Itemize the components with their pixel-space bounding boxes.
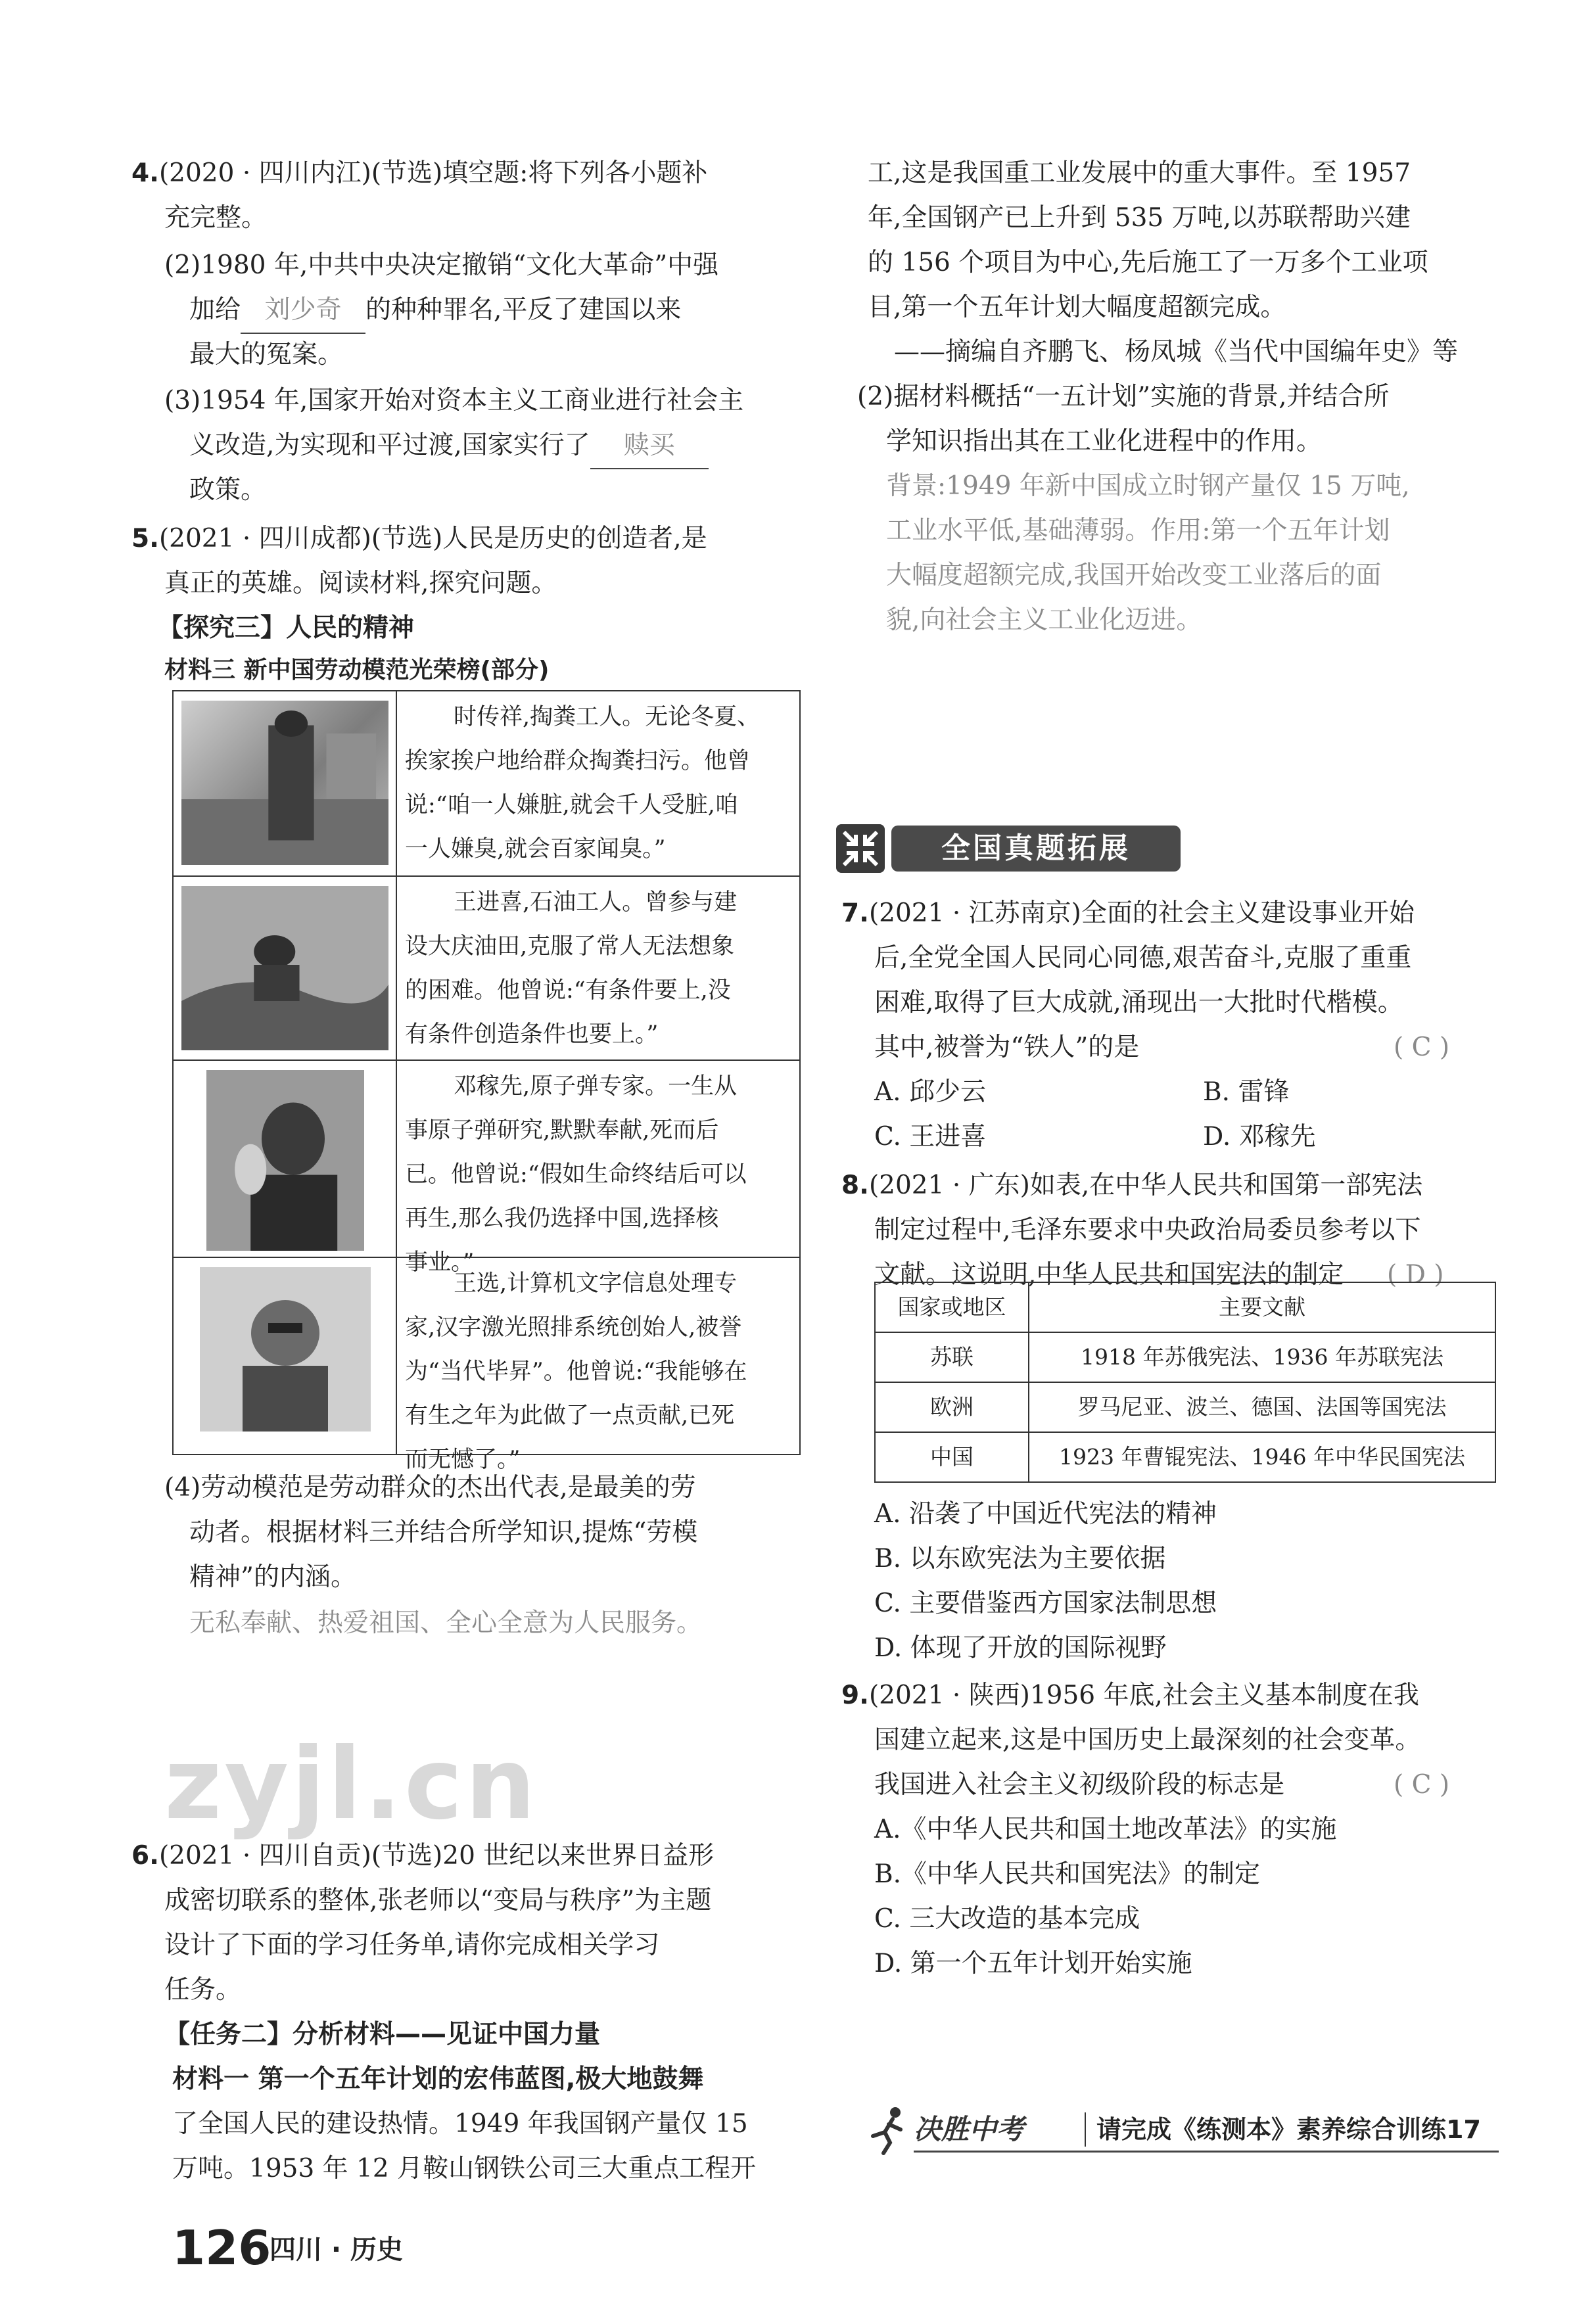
table-row: 中国 1923 年曹锟宪法、1946 年中华民国宪法 — [875, 1432, 1495, 1482]
q4-p3-line3: 政策。 — [189, 475, 267, 505]
q6-stem-4: 任务。 — [164, 1975, 242, 2005]
page-region-subject: 四川 · 历史 — [270, 2235, 404, 2265]
q9-option-d: D. 第一个五年计划开始实施 — [874, 1949, 1192, 1978]
arrows-in-icon — [836, 824, 885, 873]
table-header: 国家或地区 — [875, 1282, 1029, 1332]
q8-stem-1: 8.(2021 · 广东)如表,在中华人民共和国第一部宪法 — [841, 1171, 1423, 1200]
q9-answer: ( C ) — [1394, 1770, 1450, 1800]
material-cont-2: 年,全国钢产已上升到 535 万吨,以苏联帮助兴建 — [868, 203, 1411, 233]
constitution-table — [874, 1282, 1496, 1483]
q9-stem-2: 国建立起来,这是中国历史上最深刻的社会变革。 — [874, 1725, 1421, 1755]
q7-option-d: D. 邓稼先 — [1203, 1122, 1316, 1152]
q4-stem-2: 充完整。 — [164, 203, 268, 233]
q4-p3-line1: (3)1954 年,国家开始对资本主义工商业进行社会主 — [164, 386, 744, 415]
photo-wang-jinxi — [181, 886, 388, 1050]
q8-stem-3: 文献。这说明,中华人民共和国宪法的制定 — [874, 1260, 1344, 1290]
q7-option-b: B. 雷锋 — [1203, 1077, 1290, 1107]
q8-stem-2: 制定过程中,毛泽东要求中央政治局委员参考以下 — [874, 1215, 1421, 1245]
q5-p4-line1: (4)劳动模范是劳动群众的杰出代表,是最美的劳 — [164, 1473, 696, 1502]
q6-p2-line2: 学知识指出其在工业化进程中的作用。 — [886, 427, 1323, 456]
q6-answer-1: 背景:1949 年新中国成立时钢产量仅 15 万吨, — [886, 471, 1410, 501]
footer-brand-name: 决胜中考 — [914, 2113, 1025, 2145]
labor-text-3: 邓稼先,原子弹专家。一生从 事原子弹研究,默默奉献,死而后 已。他曾说:“假如生命终结后可以 再生,那么我仍选择中国,选择核 事业。” — [405, 1073, 747, 1276]
q7-stem-4: 其中,被誉为“铁人”的是 — [874, 1033, 1140, 1062]
photo-wang-xuan — [200, 1267, 371, 1432]
q4-number: 4. — [131, 158, 159, 188]
q4-p2-line3: 最大的冤案。 — [189, 340, 344, 369]
q9-option-c: C. 三大改造的基本完成 — [874, 1904, 1140, 1934]
q6-number: 6. — [131, 1841, 159, 1871]
national-exam-banner — [836, 824, 1185, 873]
q8-answer: ( D ) — [1387, 1260, 1444, 1290]
q5-p4-line3: 精神”的内涵。 — [189, 1562, 356, 1592]
table-row: 苏联 1918 年苏俄宪法、1936 年苏联宪法 — [875, 1332, 1495, 1382]
material-cont-1: 工,这是我国重工业发展中的重大事件。至 1957 — [868, 158, 1411, 188]
q6-answer-4: 貌,向社会主义工业化迈进。 — [886, 605, 1202, 635]
table-header: 主要文献 — [1029, 1282, 1495, 1332]
q5-stem-2: 真正的英雄。阅读材料,探究问题。 — [164, 569, 557, 598]
q6-stem-2: 成密切联系的整体,张老师以“变局与秩序”为主题 — [164, 1886, 712, 1915]
q5-answer: 无私奉献、热爱祖国、全心全意为人民服务。 — [189, 1608, 703, 1638]
q7-stem-1: 7.(2021 · 江苏南京)全面的社会主义建设事业开始 — [841, 898, 1415, 928]
watermark: zyjl.cn — [164, 1727, 538, 1842]
footer-brand-strip — [861, 2103, 1499, 2156]
q8-option-b: B. 以东欧宪法为主要依据 — [874, 1544, 1166, 1573]
labor-text-2: 王进喜,石油工人。曾参与建 设大庆油田,克服了常人无法想象 的困难。他曾说:“有条件要上,没 有条件创造条件也要上。” — [405, 889, 738, 1048]
q8-number: 8. — [841, 1171, 869, 1200]
q5-material-title: 材料三 新中国劳动模范光荣榜(部分) — [164, 657, 550, 684]
q6-answer-2: 工业水平低,基础薄弱。作用:第一个五年计划 — [886, 516, 1390, 546]
q7-stem-3: 困难,取得了巨大成就,涌现出一大批时代楷模。 — [874, 988, 1403, 1017]
table-header-row — [875, 1282, 1495, 1332]
q7-option-a: A. 邱少云 — [874, 1077, 986, 1107]
q7-number: 7. — [841, 898, 869, 928]
runner-icon — [861, 2103, 914, 2156]
q8-option-d: D. 体现了开放的国际视野 — [874, 1633, 1167, 1663]
labor-row — [174, 691, 799, 875]
q8-option-c: C. 主要借鉴西方国家法制思想 — [874, 1589, 1217, 1618]
labor-text-1: 时传祥,掏粪工人。无论冬夏、 挨家挨户地给群众掏粪扫污。他曾 说:“咱一人嫌脏,就会千人受脏,咱 一人嫌臭,就会百家闻臭。” — [405, 704, 761, 862]
labor-text-4: 王选,计算机文字信息处理专 家,汉字激光照排系统创始人,被誉 为“当代毕昇”。他曾说:“我能够在 有生之年为此做了一点贡献,已死 而无憾了。” — [405, 1270, 747, 1473]
q5-number: 5. — [131, 524, 159, 553]
q6-material-2: 了全国人民的建设热情。1949 年我国钢产量仅 15 — [172, 2109, 748, 2139]
q9-option-a: A.《中华人民共和国土地改革法》的实施 — [874, 1815, 1337, 1844]
q6-p2-line1: (2)据材料概括“一五计划”实施的背景,并结合所 — [857, 382, 1390, 411]
banner-title: 全国真题拓展 — [891, 826, 1181, 872]
q5-stem-1: 5.(2021 · 四川成都)(节选)人民是历史的创造者,是 — [131, 524, 707, 553]
q9-number: 9. — [841, 1681, 869, 1710]
q4-p2-line1: (2)1980 年,中共中央决定撤销“文化大革命”中强 — [164, 250, 719, 280]
q5-section-title: 【探究三】人民的精神 — [158, 613, 415, 643]
q6-stem-1: 6.(2021 · 四川自贡)(节选)20 世纪以来世界日益形 — [131, 1841, 715, 1871]
q8-option-a: A. 沿袭了中国近代宪法的精神 — [874, 1499, 1217, 1529]
q6-answer-3: 大幅度超额完成,我国开始改变工业落后的面 — [886, 561, 1382, 590]
q4-p2-answer: 刘少奇 — [241, 288, 365, 334]
labor-model-table — [172, 690, 801, 1473]
labor-row — [174, 875, 799, 1061]
q4-p2-line2: 加给 刘少奇 的种种罪名,平反了建国以来 — [131, 288, 681, 334]
q7-stem-2: 后,全党全国人民同心同德,艰苦奋斗,克服了重重 — [874, 943, 1412, 973]
page-number: 126 — [172, 2220, 271, 2275]
q6-material-1: 材料一 第一个五年计划的宏伟蓝图,极大地鼓舞 — [172, 2064, 704, 2094]
photo-deng-jiaxian — [206, 1070, 364, 1251]
q9-option-b: B.《中华人民共和国宪法》的制定 — [874, 1859, 1261, 1889]
q7-option-c: C. 王进喜 — [874, 1122, 987, 1152]
material-cont-4: 目,第一个五年计划大幅度超额完成。 — [868, 292, 1286, 322]
q6-stem-3: 设计了下面的学习任务单,请你完成相关学习 — [164, 1930, 660, 1960]
labor-row — [174, 1059, 799, 1276]
material-source: ——摘编自齐鹏飞、杨凤城《当代中国编年史》等 — [894, 337, 1459, 367]
q4-p3-line2: 义改造,为实现和平过渡,国家实行了 赎买 — [131, 423, 709, 469]
table-row: 欧洲 罗马尼亚、波兰、德国、法国等国宪法 — [875, 1382, 1495, 1432]
q7-answer: ( C ) — [1394, 1033, 1450, 1062]
q4-p3-answer: 赎买 — [590, 423, 709, 469]
material-cont-3: 的 156 个项目为中心,先后施工了一万多个工业项 — [868, 248, 1428, 277]
q6-material-3: 万吨。1953 年 12 月鞍山钢铁公司三大重点工程开 — [172, 2154, 757, 2183]
q6-section-title: 【任务二】分析材料——见证中国力量 — [164, 2020, 601, 2049]
labor-row — [174, 1257, 799, 1473]
q5-p4-line2: 动者。根据材料三并结合所学知识,提炼“劳模 — [189, 1518, 698, 1547]
q9-stem-1: 9.(2021 · 陕西)1956 年底,社会主义基本制度在我 — [841, 1681, 1419, 1710]
footer-practice-note: 请完成《练测本》素养综合训练17 — [1096, 2115, 1481, 2144]
q4-stem-1: 4.(2020 · 四川内江)(节选)填空题:将下列各小题补 — [131, 158, 708, 188]
q9-stem-3: 我国进入社会主义初级阶段的标志是 — [874, 1770, 1285, 1800]
photo-shi-chuanxiang — [181, 701, 388, 865]
